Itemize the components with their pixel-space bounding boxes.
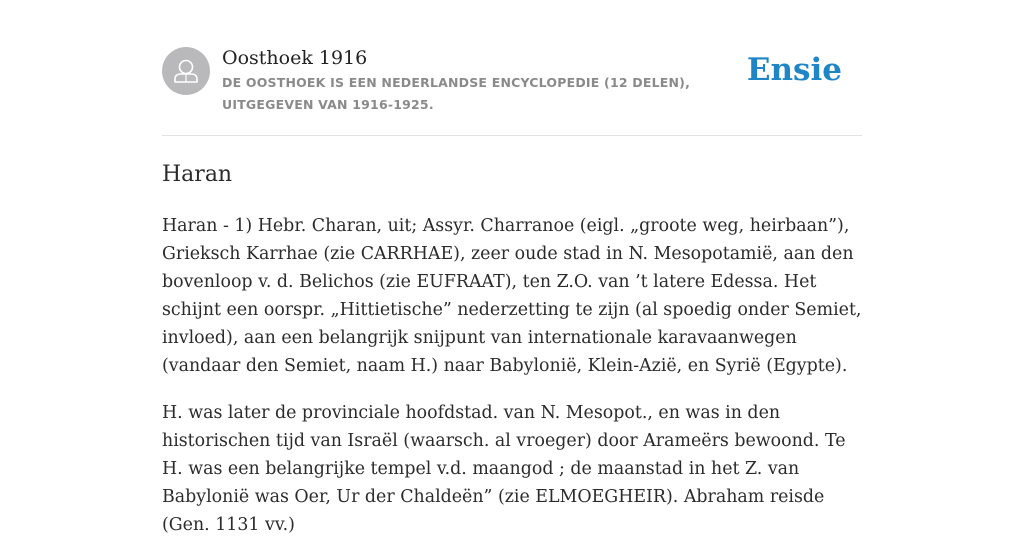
- ensie-logo[interactable]: Ensie: [746, 52, 842, 88]
- source-header: [162, 46, 862, 136]
- article-paragraph: Haran - 1) Hebr. Charan, uit; Assyr. Charranoe (eigl. „groote weg, heirbaan”), Grieksch Karrhae (zie CARRHAE), zeer oude stad in N. Mesopotamië, aan den bovenloop v. d. Belichos (zie EUFRAAT), ten Z.O. van ’t latere Edessa. Het schijnt een oorspr. „Hittietische” nederzetting te zijn (al spoedig onder Semiet, invloed), aan een belangrijk snijpunt van internationale karavaanwegen (vandaar den Semiet, naam H.) naar Babylonië, Klein-Azië, en Syrië (Egypte).: [162, 216, 862, 376]
- user-avatar-icon[interactable]: [162, 47, 210, 95]
- article-body: [162, 212, 866, 558]
- header-divider: [162, 135, 862, 136]
- source-title[interactable]: Oosthoek 1916: [222, 47, 368, 69]
- source-description: DE OOSTHOEK IS EEN NEDERLANDSE ENCYCLOPEDIE (12 DELEN), UITGEGEVEN VAN 1916-1925.: [222, 75, 691, 112]
- article-title: Haran: [162, 162, 233, 187]
- article-paragraph: H. was later de provinciale hoofdstad. van N. Mesopot., en was in den historischen tijd van Israël (waarsch. al vroeger) door Arameërs bewoond. Te H. was een belangrijke tempel v.d. maangod ; de maanstad in het Z. van Babylonië was Oer, Ur der Chaldeën” (zie ELMOEGHEIR). Abraham reisde (Gen. 1131 vv.): [162, 403, 846, 535]
